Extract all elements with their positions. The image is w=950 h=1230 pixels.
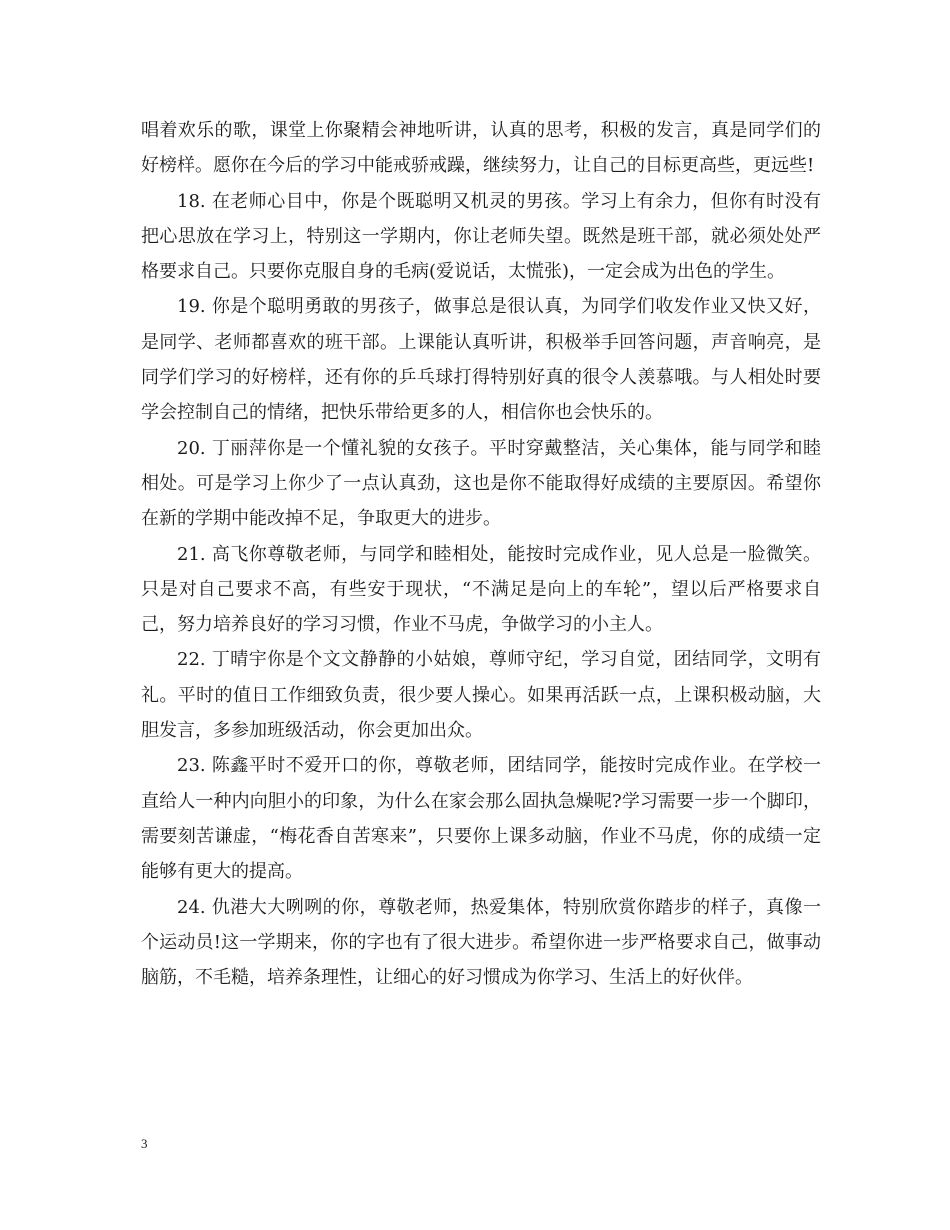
paragraph-18: 18. 在老师心目中，你是个既聪明又机灵的男孩。学习上有余力，但你有时没有把心思放在学习上，特别这一学期内，你让老师失望。既然是班干部，就必须处处严格要求自己。只要你克服自身的毛病(爱说话，太慌张)，一定会成为出色的学生。 <box>141 190 821 283</box>
paragraph-20: 20. 丁丽萍你是一个懂礼貌的女孩子。平时穿戴整洁，关心集体，能与同学和睦相处。可是学习上你少了一点认真劲，这也是你不能取得好成绩的主要原因。希望你在新的学期中能改掉不足，争取更大的进步。 <box>141 437 821 530</box>
paragraph-21: 21. 高飞你尊敬老师，与同学和睦相处，能按时完成作业，见人总是一脸微笑。只是对自己要求不高，有些安于现状，“不满足是向上的车轮”，望以后严格要求自己，努力培养良好的学习习惯，作业不马虎，争做学习的小主人。 <box>141 543 821 636</box>
page-number: 3 <box>141 1136 148 1151</box>
paragraph-23: 23. 陈鑫平时不爱开口的你，尊敬老师，团结同学，能按时完成作业。在学校一直给人一种内向胆小的印象，为什么在家会那么固执急燥呢?学习需要一步一个脚印，需要刻苦谦虚，“梅花香自苦寒来”，只要你上课多动脑，作业不马虎，你的成绩一定能够有更大的提高。 <box>141 755 821 883</box>
paragraph-24: 24. 仇港大大咧咧的你，尊敬老师，热爱集体，特别欣赏你踏步的样子，真像一个运动员!这一学期来，你的字也有了很大进步。希望你进一步严格要求自己，做事动脑筋，不毛糙，培养条理性，让细心的好习惯成为你学习、生活上的好伙伴。 <box>141 896 821 989</box>
document-body <box>141 113 821 995</box>
paragraph-19: 19. 你是个聪明勇敢的男孩子，做事总是很认真，为同学们收发作业又快又好，是同学、老师都喜欢的班干部。上课能认真听讲，积极举手回答问题，声音响亮，是同学们学习的好榜样，还有你的乒乓球打得特别好真的很令人羡慕哦。与人相处时要学会控制自己的情绪，把快乐带给更多的人，相信你也会快乐的。 <box>141 296 821 424</box>
paragraph-continuation: 唱着欢乐的歌，课堂上你聚精会神地听讲，认真的思考，积极的发言，真是同学们的好榜样。愿你在今后的学习中能戒骄戒躁，继续努力，让自己的目标更高些，更远些! <box>141 120 821 177</box>
paragraph-22: 22. 丁晴宇你是个文文静静的小姑娘，尊师守纪，学习自觉，团结同学，文明有礼。平时的值日工作细致负责，很少要人操心。如果再活跃一点，上课积极动脑，大胆发言，多参加班级活动，你会更加出众。 <box>141 649 821 742</box>
